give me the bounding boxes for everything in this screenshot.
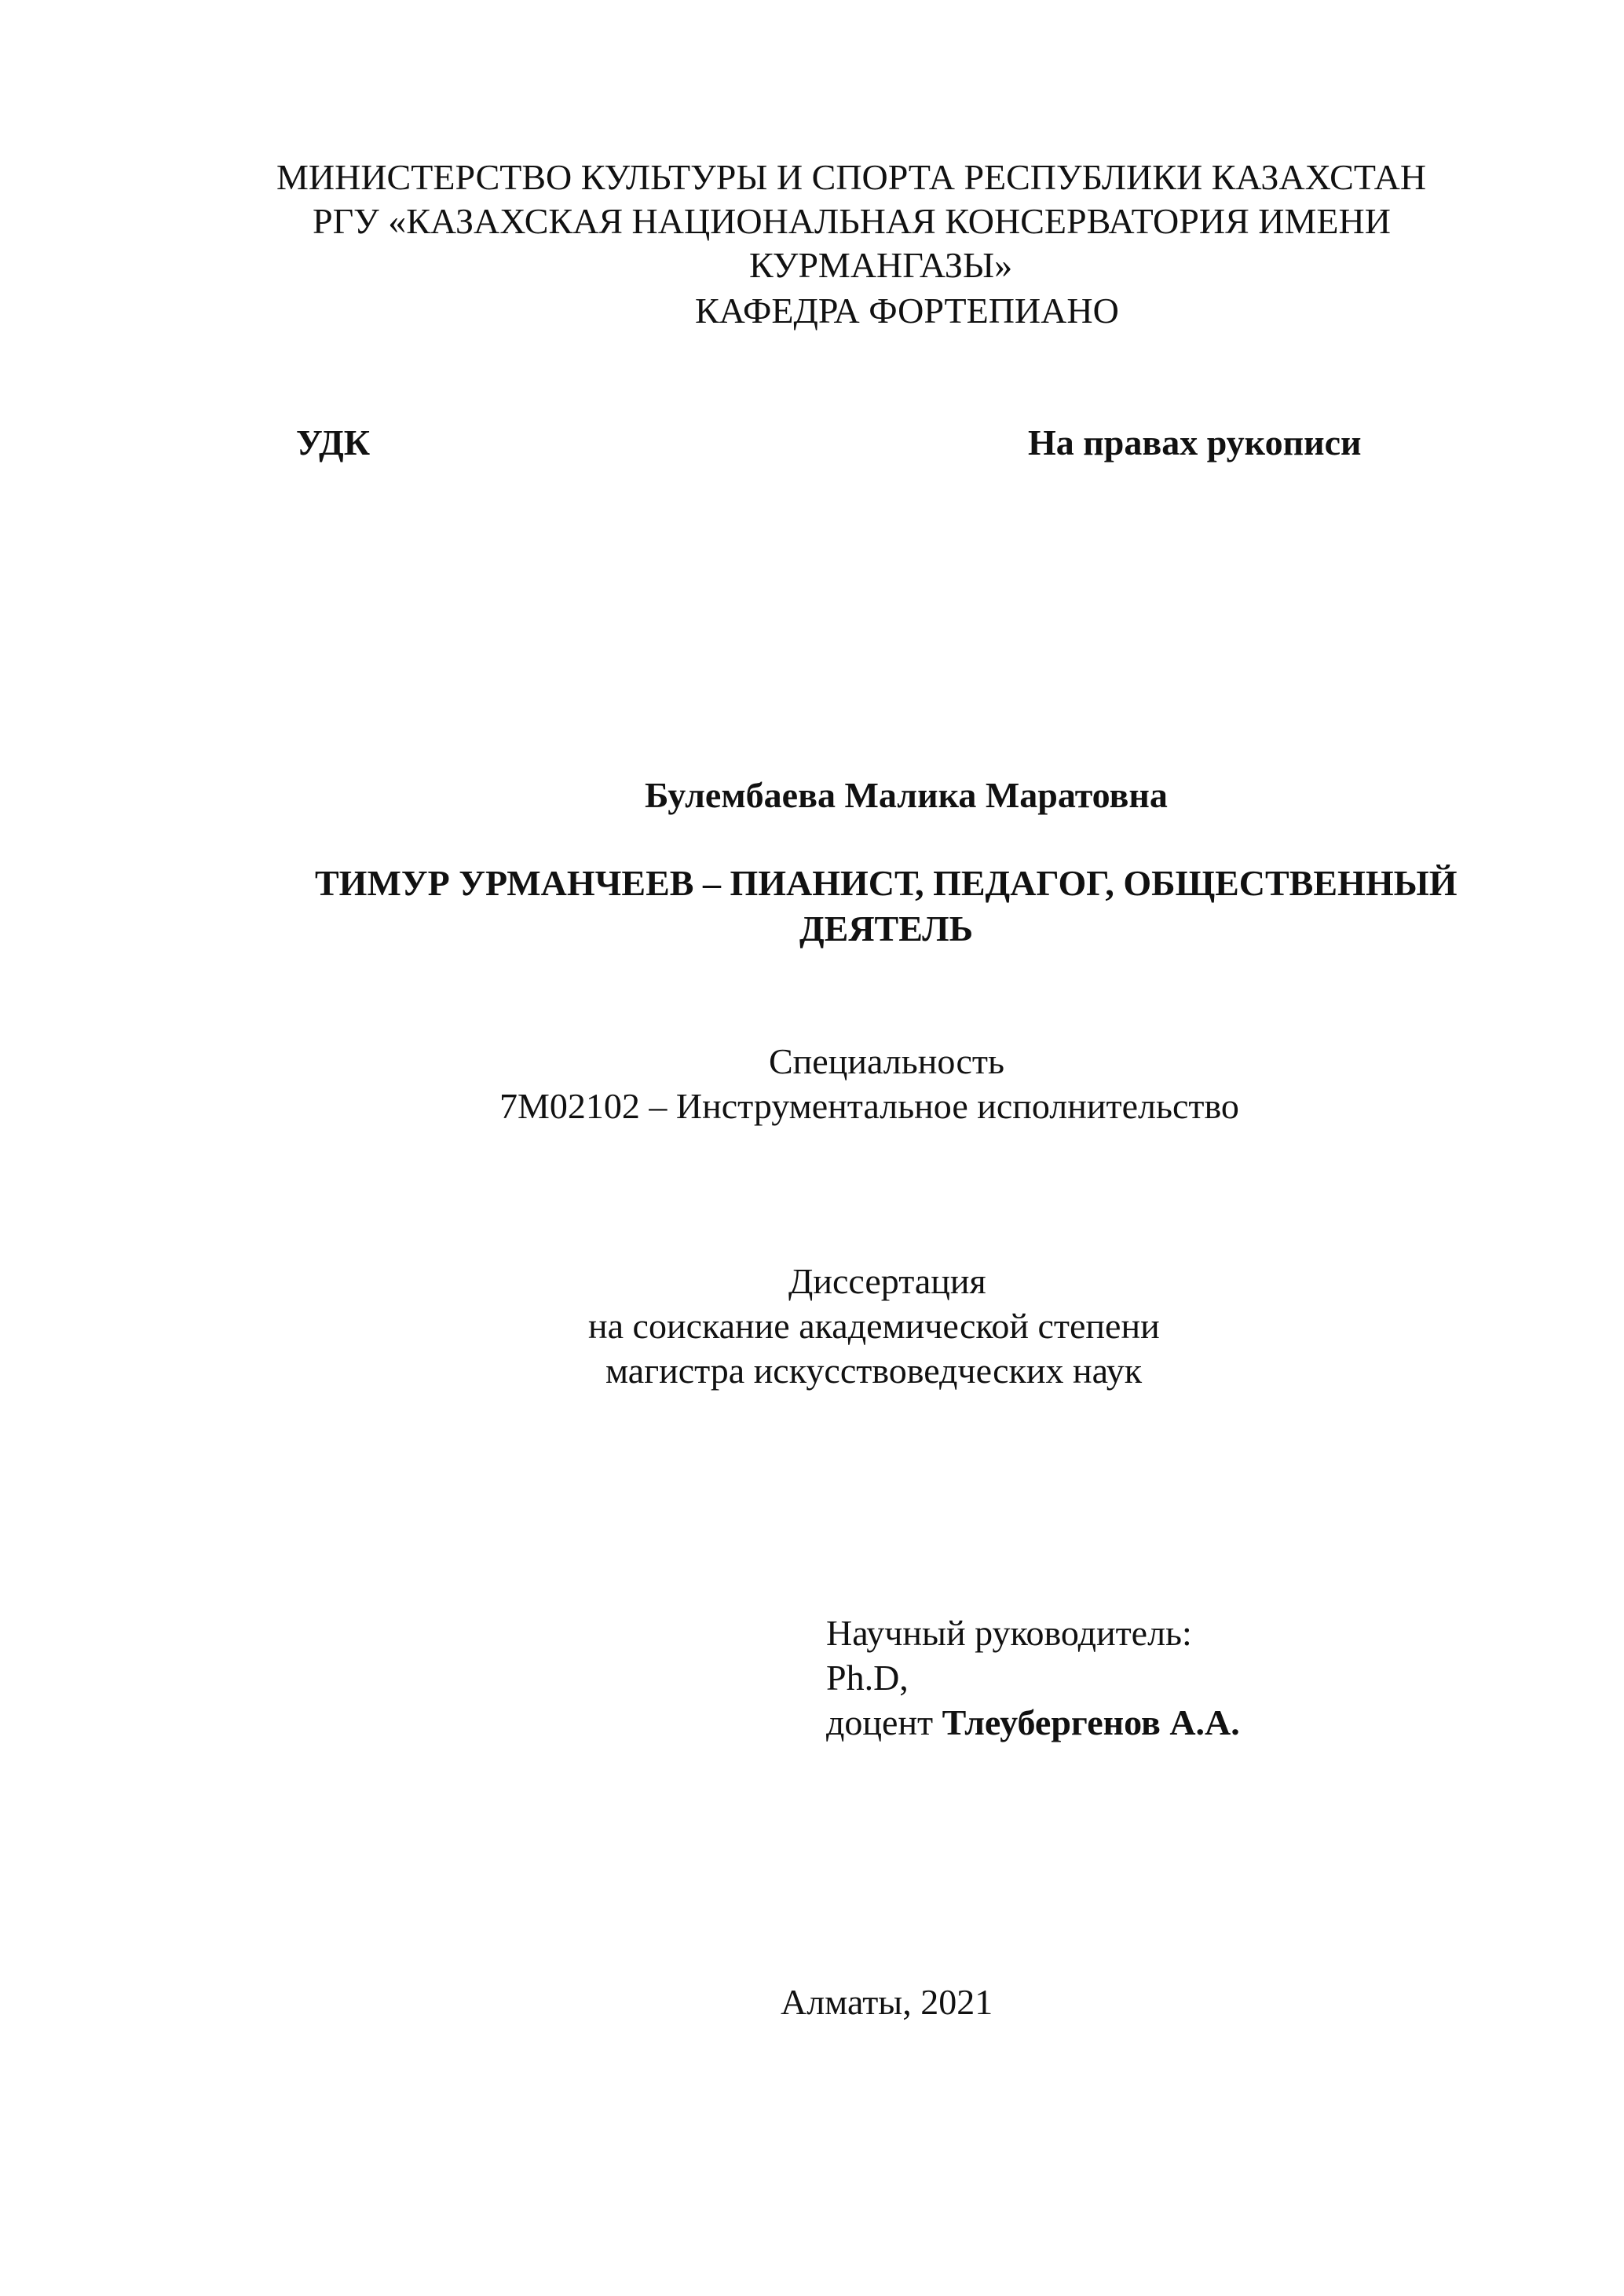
thesis-title-line2: ДЕЯТЕЛЬ bbox=[799, 909, 973, 949]
degree-purpose: на соискание академической степени bbox=[588, 1306, 1160, 1346]
supervisor-position: доцент bbox=[826, 1702, 934, 1742]
degree-field: магистра искусствоведческих наук bbox=[605, 1351, 1143, 1391]
department-name: КАФЕДРА ФОРТЕПИАНО bbox=[695, 291, 1119, 331]
dissertation-label: Диссертация bbox=[788, 1261, 986, 1301]
supervisor-label: Научный руководитель: bbox=[826, 1613, 1192, 1653]
supervisor-title-line bbox=[826, 1701, 1240, 1745]
city-year: Алматы, 2021 bbox=[781, 1982, 993, 2022]
author-name: Булембаева Малика Маратовна bbox=[645, 775, 1168, 815]
specialty-label: Специальность bbox=[769, 1041, 1004, 1081]
supervisor-name: Тлеубергенов А.А. bbox=[942, 1702, 1240, 1742]
manuscript-rights-label: На правах рукописи bbox=[1028, 422, 1362, 462]
institution-name-line2: КУРМАНГАЗЫ» bbox=[749, 245, 1013, 285]
specialty-value: 7М02102 – Инструментальное исполнительство bbox=[499, 1086, 1239, 1126]
udk-label: УДК bbox=[296, 422, 371, 462]
ministry-name: МИНИСТЕРСТВО КУЛЬТУРЫ И СПОРТА РЕСПУБЛИКИ КАЗАХСТАН bbox=[276, 157, 1427, 197]
supervisor-degree: Ph.D, bbox=[826, 1658, 909, 1698]
institution-name-line1: РГУ «КАЗАХСКАЯ НАЦИОНАЛЬНАЯ КОНСЕРВАТОРИЯ ИМЕНИ bbox=[313, 201, 1391, 241]
thesis-title-line1: ТИМУР УРМАНЧЕЕВ – ПИАНИСТ, ПЕДАГОГ, ОБЩЕСТВЕННЫЙ bbox=[315, 863, 1458, 903]
